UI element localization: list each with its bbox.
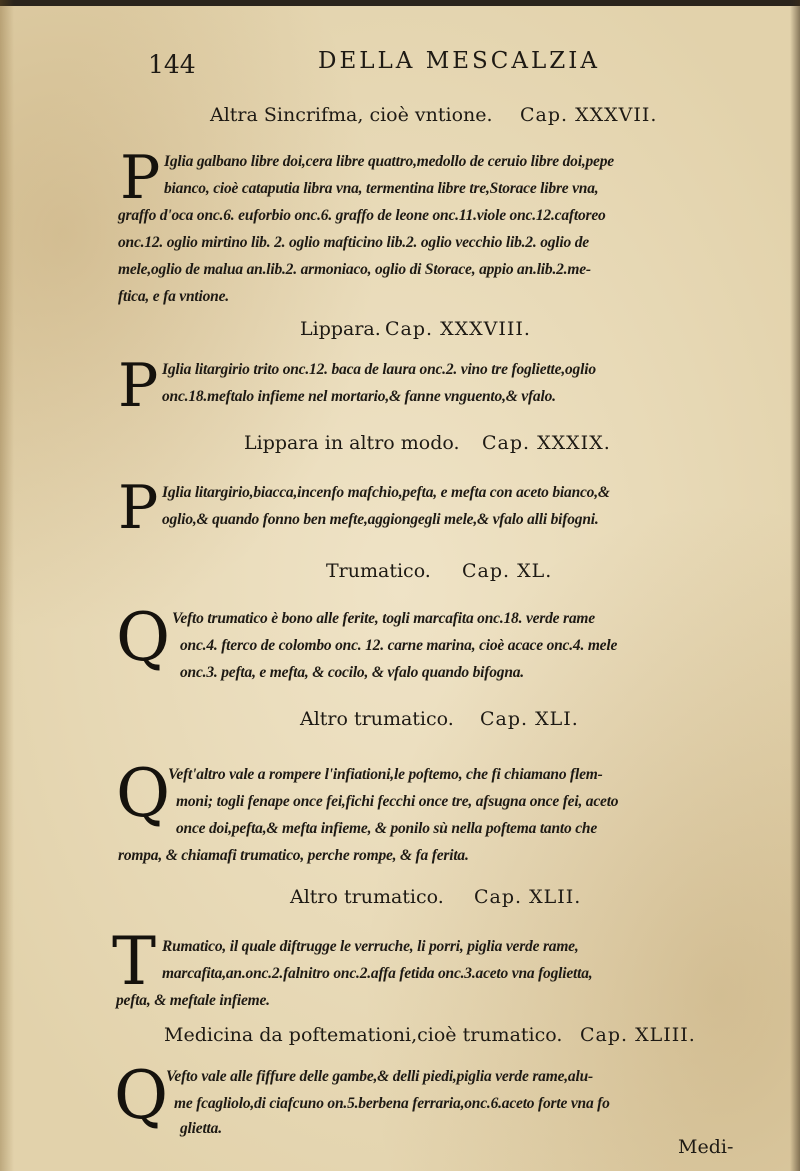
- chapter-title: Lippara.: [300, 318, 381, 340]
- chapter-title: Medicina da poftemationi,cioè trumatico.: [164, 1024, 563, 1046]
- text-line: Vefto vale alle fiffure delle gambe,& delli piedi,piglia verde rame,alu-: [166, 1068, 593, 1085]
- drop-cap: P: [118, 473, 159, 543]
- text-line: Rumatico, il quale diftrugge le verruche, li porri, piglia verde rame,: [162, 938, 579, 955]
- text-line: Iglia litargirio trito onc.12. baca de laura onc.2. vino tre fogliette,oglio: [162, 361, 596, 378]
- text-line: once doi,pefta,& mefta infieme, & ponilo sù nella poftema tanto che: [176, 820, 598, 837]
- drop-cap: Q: [116, 755, 171, 832]
- text-line: oglio,& quando fonno ben mefte,aggiongegli mele,& vfalo alli bifogni.: [162, 511, 599, 528]
- chapter-number: Cap. XLII.: [474, 886, 582, 908]
- chapter-title: Lippara in altro modo.: [244, 432, 460, 454]
- chapter-title: Altro trumatico.: [290, 886, 444, 908]
- text-line: me fcagliolo,di ciafcuno on.5.berbena ferraria,onc.6.aceto forte vna fo: [174, 1095, 610, 1112]
- text-line: moni; togli fenape once fei,fichi fecchi once tre, afsugna once fei, aceto: [176, 793, 619, 810]
- drop-cap: T: [112, 923, 157, 1000]
- chapter-title: Altra Sincrifma, cioè vntione.: [210, 104, 493, 126]
- text-line: marcafita,an.onc.2.falnitro onc.2.affa fetida onc.3.aceto vna foglietta,: [162, 965, 593, 982]
- text-line: graffo d'oca onc.6. euforbio onc.6. graffo de leone onc.11.viole onc.12.caftoreo: [118, 207, 606, 224]
- drop-cap: Q: [114, 1057, 169, 1134]
- text-line: rompa, & chiamafi trumatico, perche rompe, & fa ferita.: [118, 847, 469, 864]
- text-line: pefta, & meftale infieme.: [116, 992, 270, 1009]
- text-line: glietta.: [180, 1120, 222, 1137]
- text-line: onc.18.meftalo infieme nel mortario,& fanne vnguento,& vfalo.: [162, 388, 556, 405]
- chapter-number: Cap. XXXIX.: [482, 432, 611, 454]
- text-line: Veft'altro vale a rompere l'infiationi,le poftemo, che fi chiamano flem-: [168, 766, 603, 783]
- drop-cap: P: [118, 351, 159, 421]
- chapter-number: Cap. XLIII.: [580, 1024, 696, 1046]
- chapter-number: Cap. XXXVIII.: [385, 318, 531, 340]
- drop-cap: P: [120, 143, 161, 213]
- text-line: onc.4. fterco de colombo onc. 12. carne marina, cioè acace onc.4. mele: [180, 637, 618, 654]
- drop-cap: Q: [116, 599, 171, 676]
- page-number: 144: [148, 50, 196, 79]
- chapter-title: Altro trumatico.: [300, 708, 454, 730]
- chapter-title: Trumatico.: [326, 560, 431, 582]
- chapter-number: Cap. XXXVII.: [520, 104, 658, 126]
- running-title: DELLA MESCALZIA: [318, 48, 600, 74]
- running-header: [0, 44, 800, 84]
- catchword: Medi-: [678, 1136, 734, 1158]
- text-line: onc.12. oglio mirtino lib. 2. oglio mafticino lib.2. oglio vecchio lib.2. oglio de: [118, 234, 589, 251]
- text-line: onc.3. pefta, e mefta, & cocilo, & vfalo quando bifogna.: [180, 664, 524, 681]
- page-edge-shadow-left: [0, 0, 14, 1171]
- text-line: Vefto trumatico è bono alle ferite, togli marcafita onc.18. verde rame: [172, 610, 595, 627]
- text-line: Iglia galbano libre doi,cera libre quattro,medollo de ceruio libre doi,pepe: [164, 153, 614, 170]
- text-line: ftica, e fa vntione.: [118, 288, 229, 305]
- chapter-number: Cap. XL.: [462, 560, 553, 582]
- page-edge-shadow-right: [790, 0, 800, 1171]
- text-line: bianco, cioè cataputia libra vna, termentina libre tre,Storace libre vna,: [164, 180, 599, 197]
- text-line: Iglia litargirio,biacca,incenfo mafchio,pefta, e mefta con aceto bianco,&: [162, 484, 610, 501]
- text-line: mele,oglio de malua an.lib.2. armoniaco, oglio di Storace, appio an.lib.2.me-: [118, 261, 591, 278]
- chapter-number: Cap. XLI.: [480, 708, 579, 730]
- scan-border: [0, 0, 800, 6]
